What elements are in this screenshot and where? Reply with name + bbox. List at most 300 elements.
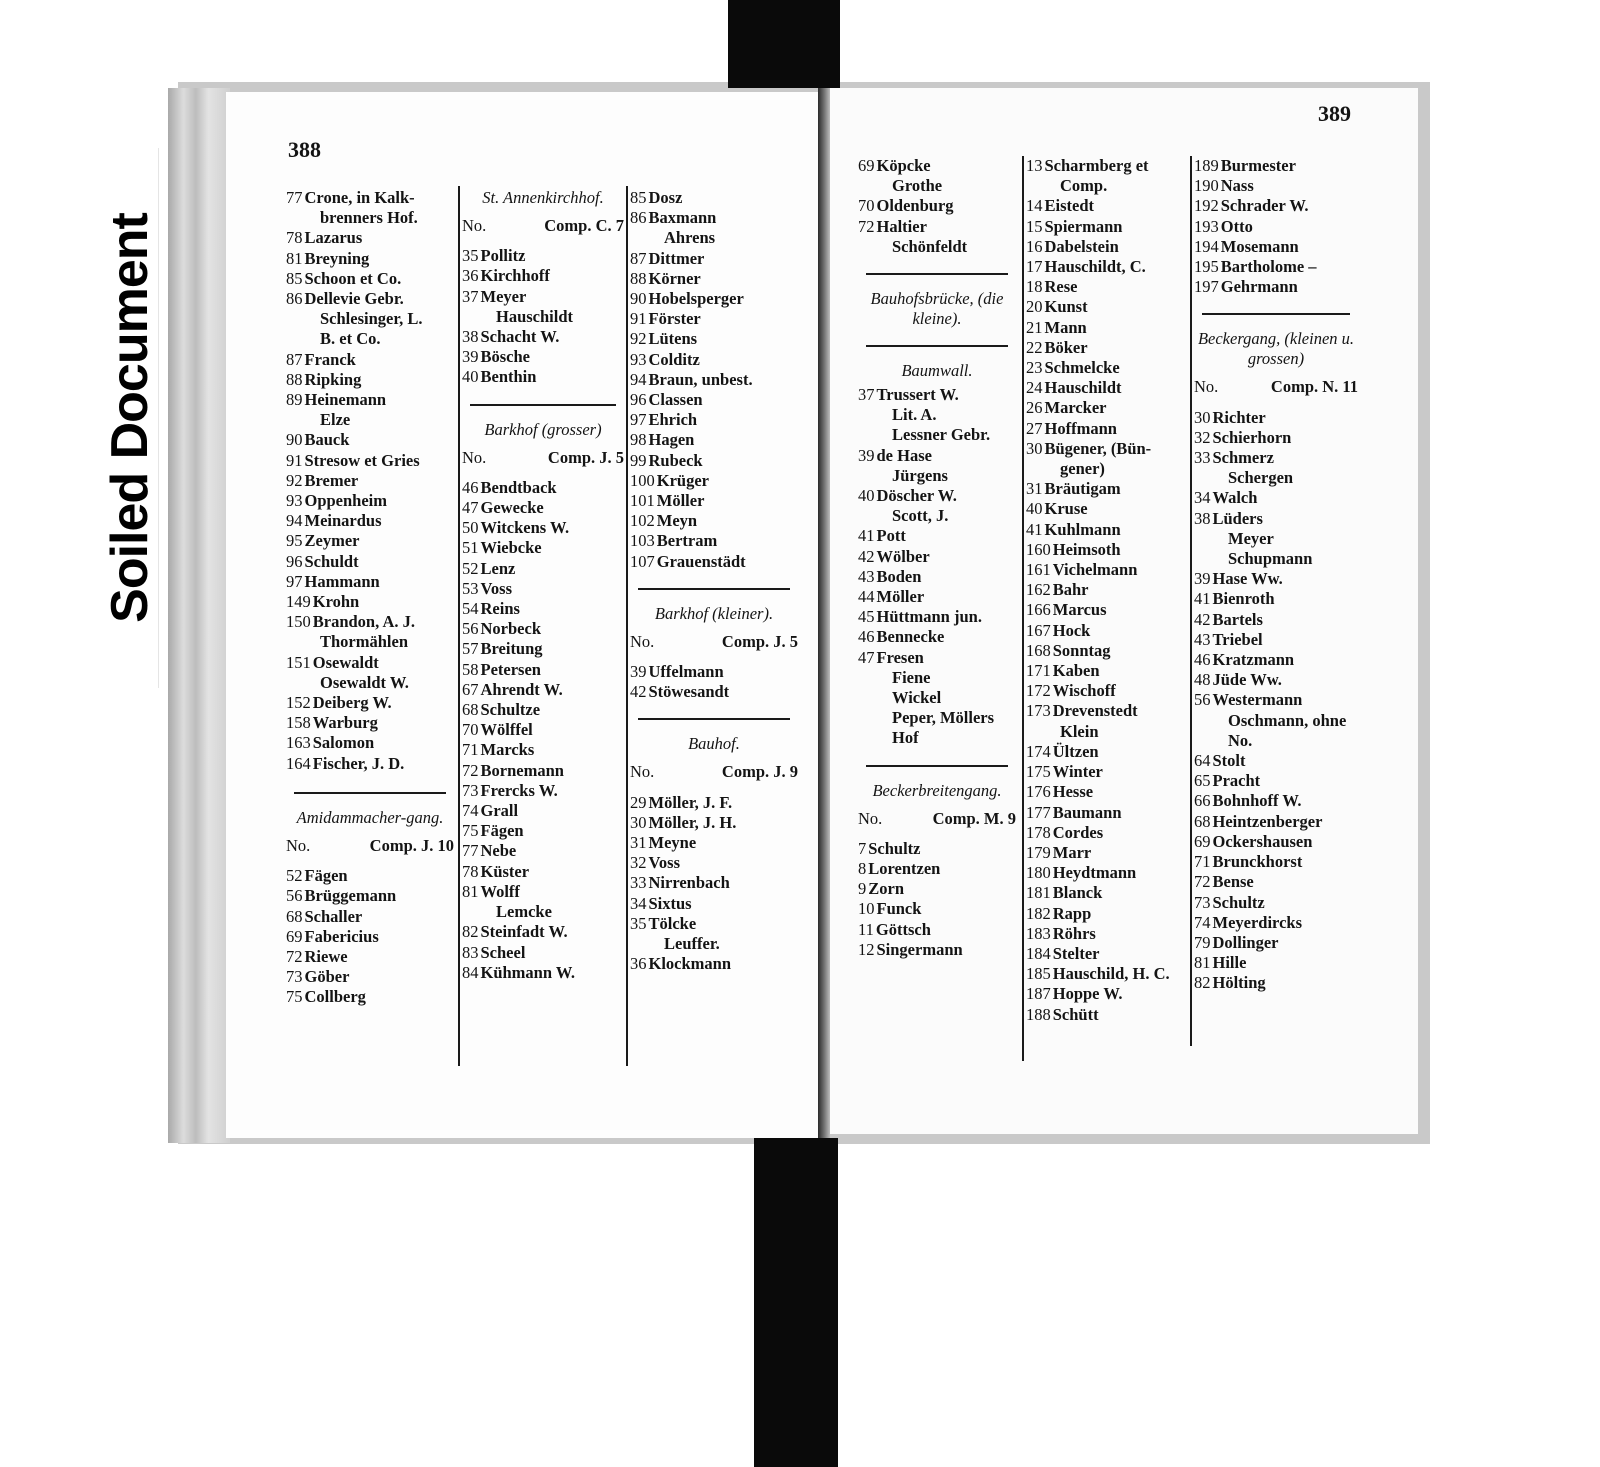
directory-entry: [630, 451, 798, 471]
house-number: 43: [1194, 629, 1211, 649]
house-number: 188: [1026, 1004, 1051, 1024]
house-number: 51: [462, 538, 479, 558]
house-number: 81: [286, 248, 303, 268]
resident-name: Singermann: [876, 939, 963, 959]
house-number: 93: [630, 349, 647, 369]
house-number: 31: [1026, 479, 1043, 499]
house-number: 12: [858, 939, 875, 959]
house-number: 43: [858, 566, 875, 586]
directory-entry: [630, 370, 798, 390]
directory-entry: [1026, 196, 1188, 216]
directory-entry: [1194, 277, 1358, 297]
house-number: 50: [462, 518, 479, 538]
house-number: 73: [286, 967, 303, 987]
directory-entry: [286, 552, 454, 572]
directory-entry: [462, 246, 624, 266]
house-number: 179: [1026, 842, 1051, 862]
house-number: 17: [1026, 257, 1043, 277]
directory-entry: [286, 713, 454, 733]
directory-entry: [462, 327, 624, 347]
house-number: 36: [462, 266, 479, 286]
resident-name: Rubeck: [648, 450, 703, 470]
resident-name: Kuhlmann: [1044, 519, 1121, 539]
resident-name: Trussert W.: [876, 385, 959, 405]
house-number: 71: [462, 740, 479, 760]
directory-entry: [286, 249, 454, 269]
house-number: 81: [462, 881, 479, 901]
side-tab-label: Soiled Document: [101, 213, 159, 623]
entry-continuation: Comp.: [1060, 176, 1108, 196]
resident-name: Westermann: [1212, 690, 1303, 710]
house-number: 87: [630, 248, 647, 268]
resident-name: Bartholome –: [1220, 257, 1317, 277]
resident-name: Marcus: [1052, 600, 1107, 620]
house-number: 102: [630, 511, 655, 531]
house-number: 86: [286, 289, 303, 309]
section-heading: Bauhofsbrücke, (die kleine).: [870, 289, 1004, 329]
comp-label: Comp. J. 9: [721, 762, 798, 782]
number-header: [1194, 377, 1358, 397]
directory-entry: [462, 287, 624, 307]
house-number: 100: [630, 470, 655, 490]
directory-entry: [1026, 762, 1188, 782]
entry-continuation: Scott, J.: [892, 506, 949, 526]
house-number: 69: [286, 926, 303, 946]
resident-name: Sonntag: [1052, 640, 1111, 660]
resident-name: Fabericius: [304, 926, 379, 946]
resident-name: Kaben: [1052, 661, 1100, 681]
entry-continuation: Klein: [1060, 721, 1099, 741]
directory-entry: [1194, 569, 1358, 589]
resident-name: Hock: [1052, 620, 1091, 640]
resident-name: Petersen: [480, 659, 541, 679]
resident-name: Spiermann: [1044, 216, 1123, 236]
house-number: 36: [630, 954, 647, 974]
resident-name: Fischer, J. D.: [312, 753, 405, 773]
directory-entry: [1194, 509, 1358, 529]
directory-entry: [1026, 439, 1188, 459]
house-number: 82: [1194, 973, 1211, 993]
entry-continuation: Oschmann, ohne: [1228, 710, 1347, 730]
directory-entry: [858, 446, 1016, 466]
resident-name: Bügener, (Bün-: [1044, 438, 1152, 458]
house-number: 70: [462, 720, 479, 740]
house-number: 89: [286, 390, 303, 410]
house-number: 24: [1026, 378, 1043, 398]
house-number: 74: [462, 801, 479, 821]
resident-name: Bartels: [1212, 609, 1263, 629]
resident-name: Ültzen: [1052, 741, 1099, 761]
house-number: 14: [1026, 196, 1043, 216]
directory-entry: [858, 156, 1016, 176]
directory-entry: [1026, 479, 1188, 499]
resident-name: Nass: [1220, 176, 1254, 196]
house-number: 42: [630, 682, 647, 702]
number-header: [462, 448, 624, 468]
house-number: 187: [1026, 984, 1051, 1004]
house-number: 163: [286, 733, 311, 753]
resident-name: Kruse: [1044, 499, 1088, 519]
resident-name: Ockershausen: [1212, 831, 1313, 851]
resident-name: Hesse: [1052, 782, 1094, 802]
house-number: 92: [630, 329, 647, 349]
resident-name: Dellevie Gebr.: [304, 289, 404, 309]
house-number: 56: [286, 886, 303, 906]
directory-entry: [286, 370, 454, 390]
resident-name: Grall: [480, 801, 519, 821]
column-rule: [1190, 156, 1192, 1046]
resident-name: Schacht W.: [480, 327, 560, 347]
house-number: 9: [858, 879, 867, 899]
directory-entry: [1194, 176, 1358, 196]
house-number: 56: [462, 619, 479, 639]
resident-name: Marcks: [480, 740, 535, 760]
house-number: 101: [630, 491, 655, 511]
entry-continuation: Leuffer.: [664, 934, 720, 954]
resident-name: Oppenheim: [304, 491, 388, 511]
house-number: 90: [286, 430, 303, 450]
resident-name: Schütt: [1052, 1004, 1099, 1024]
directory-entry: [286, 471, 454, 491]
resident-name: Baxmann: [648, 208, 717, 228]
house-number: 79: [1194, 932, 1211, 952]
directory-entry: [286, 967, 454, 987]
resident-name: Fägen: [480, 821, 524, 841]
house-number: 16: [1026, 236, 1043, 256]
directory-entry: [286, 612, 454, 632]
resident-name: Collberg: [304, 987, 366, 1007]
resident-name: Zeymer: [304, 531, 360, 551]
resident-name: Schrader W.: [1220, 196, 1309, 216]
directory-entry: [1026, 237, 1188, 257]
house-number: 72: [462, 760, 479, 780]
house-number: 40: [462, 367, 479, 387]
entry-list: [1194, 408, 1358, 994]
directory-entry: [630, 873, 798, 893]
resident-name: Benthin: [480, 367, 537, 387]
resident-name: Meyne: [648, 833, 697, 853]
directory-entry: [858, 526, 1016, 546]
directory-entry: [462, 559, 624, 579]
resident-name: Köpcke: [876, 156, 931, 175]
number-header: [630, 762, 798, 782]
directory-entry: [462, 538, 624, 558]
resident-name: Hüttmann jun.: [876, 607, 982, 627]
resident-name: Deiberg W.: [312, 693, 392, 713]
house-number: 195: [1194, 257, 1219, 277]
resident-name: Voss: [648, 853, 680, 873]
directory-entry: [1026, 560, 1188, 580]
column-rule: [1022, 156, 1024, 1061]
directory-entry: [1194, 408, 1358, 428]
resident-name: Colditz: [648, 349, 700, 369]
entry-continuation: Schupmann: [1228, 549, 1313, 569]
directory-entry: [630, 289, 798, 309]
directory-entry: [1026, 338, 1188, 358]
directory-entry: [1194, 650, 1358, 670]
directory-entry: [1026, 863, 1188, 883]
resident-name: Bendtback: [480, 477, 557, 497]
house-number: 172: [1026, 681, 1051, 701]
directory-entry: [286, 531, 454, 551]
house-number: 68: [286, 906, 303, 926]
directory-entry: [1026, 358, 1188, 378]
resident-name: Vichelmann: [1052, 560, 1138, 580]
directory-entry: [1026, 742, 1188, 762]
house-number: 45: [858, 607, 875, 627]
directory-entry: [462, 347, 624, 367]
directory-entry: [1194, 751, 1358, 771]
directory-entry: [462, 943, 624, 963]
entry-list: [858, 385, 1016, 749]
house-number: 158: [286, 713, 311, 733]
house-number: 11: [858, 919, 874, 939]
house-number: 93: [286, 491, 303, 511]
resident-name: Voss: [480, 578, 512, 598]
directory-entry: [630, 682, 798, 702]
resident-name: Schaller: [304, 906, 363, 926]
resident-name: Brüggemann: [304, 886, 397, 906]
resident-name: Pott: [876, 526, 906, 546]
section-heading: Barkhof (grosser): [484, 419, 602, 439]
section-divider: [294, 792, 446, 794]
directory-entry: [1194, 237, 1358, 257]
section-heading: Barkhof (kleiner).: [654, 603, 774, 623]
house-number: 47: [858, 647, 875, 667]
entry-continuation: B. et Co.: [320, 329, 381, 349]
house-number: 52: [462, 558, 479, 578]
directory-entry: [286, 947, 454, 967]
directory-entry: [462, 700, 624, 720]
left-col-2: [462, 188, 624, 983]
directory-entry: [286, 350, 454, 370]
directory-entry: [1026, 540, 1188, 560]
resident-name: Breyning: [304, 248, 370, 268]
resident-name: Winter: [1052, 762, 1103, 782]
entry-continuation: Hof: [892, 728, 919, 748]
directory-entry: [858, 920, 1016, 940]
directory-entry: [1026, 823, 1188, 843]
resident-name: Hammann: [304, 571, 380, 591]
directory-entry: [1194, 852, 1358, 872]
resident-name: Triebel: [1212, 629, 1263, 649]
house-number: 38: [1194, 508, 1211, 528]
directory-entry: [1194, 933, 1358, 953]
resident-name: Heydtmann: [1052, 863, 1137, 883]
entry-list: [1194, 156, 1358, 297]
house-number: 13: [1026, 156, 1043, 175]
directory-entry: [630, 309, 798, 329]
entry-continuation: Hauschildt: [496, 306, 574, 326]
house-number: 85: [630, 188, 647, 207]
directory-entry: [1026, 924, 1188, 944]
resident-name: Heintzenberger: [1212, 811, 1323, 831]
comp-label: Comp. M. 9: [932, 808, 1016, 828]
directory-entry: [1194, 832, 1358, 852]
house-number: 23: [1026, 358, 1043, 378]
entry-continuation: Elze: [320, 410, 351, 430]
house-number: 78: [462, 861, 479, 881]
house-number: 171: [1026, 661, 1051, 681]
left-col-3: [630, 188, 798, 975]
resident-name: Wischoff: [1052, 681, 1116, 701]
house-number: 73: [1194, 892, 1211, 912]
house-number: 98: [630, 430, 647, 450]
directory-entry: [286, 754, 454, 774]
resident-name: Lenz: [480, 558, 516, 578]
section-heading: Beckerbreitengang.: [872, 780, 1002, 800]
no-label: No.: [858, 808, 883, 828]
directory-entry: [286, 693, 454, 713]
resident-name: Lütens: [648, 329, 698, 349]
resident-name: Marcker: [1044, 398, 1107, 418]
directory-entry: [1194, 217, 1358, 237]
directory-entry: [1194, 893, 1358, 913]
resident-name: Hauschildt, C.: [1044, 257, 1146, 277]
column-rule: [626, 186, 628, 1066]
house-number: 56: [1194, 690, 1211, 710]
house-number: 183: [1026, 923, 1051, 943]
directory-entry: [1026, 681, 1188, 701]
house-number: 46: [462, 477, 479, 497]
entry-list: [286, 866, 454, 1007]
house-number: 31: [630, 833, 647, 853]
house-number: 174: [1026, 741, 1051, 761]
resident-name: Walch: [1212, 488, 1258, 508]
directory-entry: [1026, 297, 1188, 317]
resident-name: Schierhorn: [1212, 427, 1292, 447]
directory-entry: [462, 740, 624, 760]
resident-name: Funck: [876, 899, 922, 919]
directory-entry: [462, 579, 624, 599]
comp-label: Comp. N. 11: [1270, 377, 1358, 397]
house-number: 54: [462, 599, 479, 619]
resident-name: Tölcke: [648, 913, 697, 933]
resident-name: Möller: [876, 587, 925, 607]
resident-name: Stöwesandt: [648, 682, 730, 702]
directory-entry: [1026, 580, 1188, 600]
house-number: 41: [1026, 519, 1043, 539]
house-number: 34: [1194, 488, 1211, 508]
house-number: 38: [462, 327, 479, 347]
house-number: 46: [1194, 650, 1211, 670]
resident-name: Heimsoth: [1052, 539, 1121, 559]
resident-name: Salomon: [312, 733, 375, 753]
section-heading: Bauhof.: [688, 734, 740, 754]
house-number: 27: [1026, 418, 1043, 438]
resident-name: Meyn: [656, 511, 698, 531]
directory-entry: [1026, 803, 1188, 823]
directory-entry: [858, 879, 1016, 899]
directory-entry: [858, 217, 1016, 237]
house-number: 29: [630, 792, 647, 812]
no-label: No.: [630, 631, 655, 651]
entry-list: [462, 478, 624, 983]
house-number: 73: [462, 780, 479, 800]
entry-continuation: Fiene: [892, 667, 931, 687]
house-number: 82: [462, 922, 479, 942]
resident-name: Klockmann: [648, 954, 732, 974]
resident-name: Meyer: [480, 286, 527, 306]
house-number: 151: [286, 652, 311, 672]
house-number: 70: [858, 196, 875, 216]
house-number: 10: [858, 899, 875, 919]
resident-name: Crone, in Kalk-: [304, 188, 415, 207]
right-page-number: 389: [1318, 101, 1351, 126]
directory-entry: [630, 491, 798, 511]
directory-entry: [286, 228, 454, 248]
directory-entry: [462, 478, 624, 498]
directory-entry: [462, 367, 624, 387]
house-number: 184: [1026, 943, 1051, 963]
house-number: 85: [286, 268, 303, 288]
resident-name: Pollitz: [480, 246, 526, 266]
house-number: 71: [1194, 852, 1211, 872]
comp-label: Comp. J. 5: [721, 631, 798, 651]
entry-list: [630, 188, 798, 572]
house-number: 42: [1194, 609, 1211, 629]
directory-entry: [858, 567, 1016, 587]
resident-name: Hase Ww.: [1212, 569, 1283, 589]
resident-name: Brunckhorst: [1212, 852, 1303, 872]
section-divider: [1202, 313, 1350, 315]
resident-name: de Hase: [876, 445, 932, 465]
resident-name: Burmester: [1220, 156, 1296, 175]
comp-label: Comp. J. 10: [369, 835, 454, 855]
directory-entry: [286, 491, 454, 511]
resident-name: Schultz: [1212, 892, 1265, 912]
directory-entry: [858, 385, 1016, 405]
section-heading: Amidammacher-gang.: [296, 807, 444, 827]
directory-entry: [462, 660, 624, 680]
house-number: 150: [286, 612, 311, 632]
directory-entry: [630, 430, 798, 450]
resident-name: Mann: [1044, 317, 1087, 337]
resident-name: Osewaldt: [312, 652, 379, 672]
house-number: 175: [1026, 762, 1051, 782]
resident-name: Nebe: [480, 841, 517, 861]
house-number: 94: [630, 369, 647, 389]
directory-entry: [630, 410, 798, 430]
house-number: 33: [630, 873, 647, 893]
house-number: 177: [1026, 802, 1051, 822]
left-page-number: 388: [288, 137, 321, 162]
directory-entry: [1026, 984, 1188, 1004]
entry-continuation: Lit. A.: [892, 405, 937, 425]
resident-name: Lorentzen: [868, 859, 941, 879]
house-number: 185: [1026, 964, 1051, 984]
resident-name: Lazarus: [304, 228, 363, 248]
resident-name: Hauschildt: [1044, 378, 1122, 398]
resident-name: Dosz: [648, 188, 683, 207]
directory-entry: [630, 471, 798, 491]
house-number: 35: [462, 246, 479, 266]
house-number: 35: [630, 913, 647, 933]
entry-list: [858, 156, 1016, 257]
house-number: 107: [630, 551, 655, 571]
house-number: 86: [630, 208, 647, 228]
resident-name: Kühmann W.: [480, 962, 575, 982]
directory-entry: [1026, 843, 1188, 863]
directory-entry: [462, 922, 624, 942]
page-edges: [168, 88, 230, 1143]
house-number: 66: [1194, 791, 1211, 811]
resident-name: Norbeck: [480, 619, 541, 639]
house-number: 26: [1026, 398, 1043, 418]
house-number: 189: [1194, 156, 1219, 175]
directory-entry: [1026, 600, 1188, 620]
resident-name: Hille: [1212, 953, 1247, 973]
